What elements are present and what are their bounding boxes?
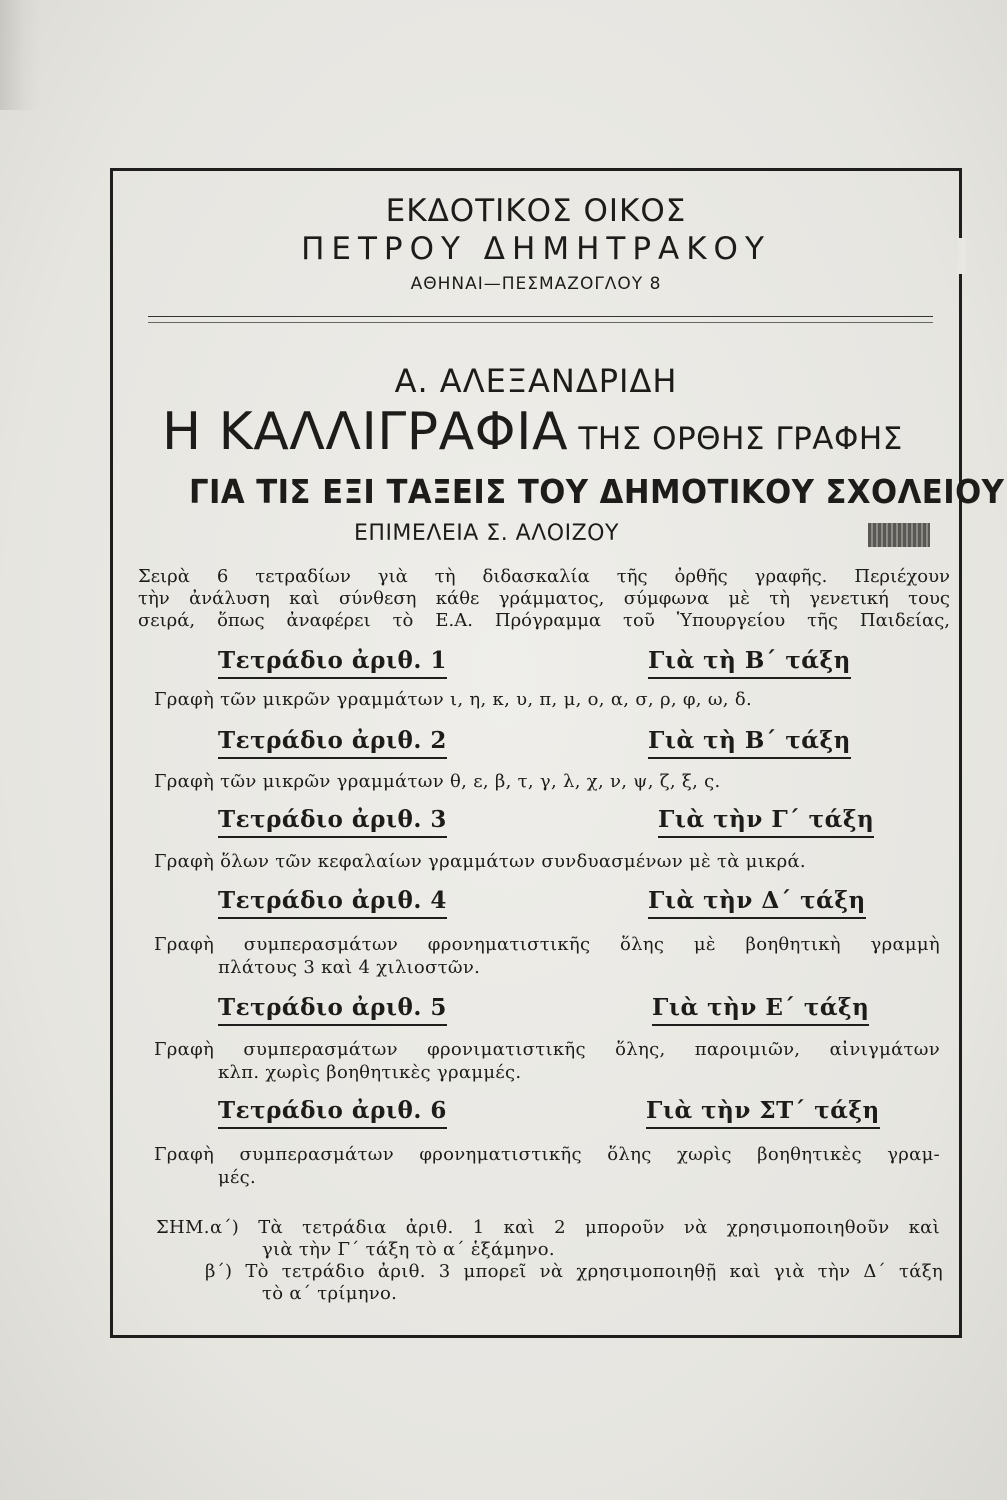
ink-blot [868, 523, 930, 547]
notebook-5-grade-underline [652, 1024, 869, 1026]
publisher-name: ΠΕΤΡΟΥ ΔΗΜΗΤΡΑΚΟΥ [301, 231, 771, 267]
notebook-1-grade [648, 647, 851, 674]
note-a-line-1: α΄) Τὰ τετράδια ἀριθ. 1 καὶ 2 μποροῦν νὰ χρησιμοποιηθοῦν καὶ [210, 1217, 940, 1238]
notebook-3-title-underline [218, 836, 447, 838]
notebook-6-title-text: Τετράδιο ἀριθ. 6 [218, 1097, 447, 1124]
notebook-6-grade-underline [646, 1127, 880, 1129]
publisher-house-label: ΕΚΔΟΤΙΚΟΣ ΟΙΚΟΣ [385, 193, 687, 229]
notebook-5-grade-text: Γιὰ τὴν Ε΄ τάξη [652, 994, 870, 1021]
notebook-6-description-line-1: Γραφὴ συμπερασμάτων φρονηματιστικῆς ὅλης χωρὶς βοηθητικὲς γραμ- [154, 1144, 940, 1165]
book-title-large: Η ΚΑΛΛΙΓΡΑΦΙΑ [162, 402, 569, 462]
notebook-3-grade [658, 806, 874, 833]
notebook-4-title-text: Τετράδιο ἀριθ. 4 [218, 887, 447, 914]
notebook-5-title [218, 994, 447, 1021]
notebook-3-title [218, 806, 447, 833]
book-author: Α. ΑΛΕΞΑΝΔΡΙΔΗ [394, 362, 678, 400]
note-b-line-1: β΄) Τὸ τετράδιο ἀριθ. 3 μπορεῖ νὰ χρησιμοποιηθῇ καὶ γιὰ τὴν Δ΄ τάξη [205, 1261, 943, 1282]
notebook-2-grade [648, 727, 851, 754]
notebook-1-grade-text: Γιὰ τὴ Β΄ τάξη [648, 647, 851, 674]
notebook-5-grade [652, 994, 869, 1021]
notebook-3-grade-underline [658, 836, 874, 838]
notebook-5-description-line-1: Γραφὴ συμπερασμάτων φρονιματιστικῆς ὅλης, παροιμιῶν, αἰνιγμάτων [154, 1039, 940, 1060]
notebook-1-title-text: Τετράδιο ἀριθ. 1 [218, 647, 447, 674]
notebook-4-grade-text: Γιὰ τὴν Δ΄ τάξη [648, 887, 866, 914]
notebook-5-description-line-2: κλπ. χωρὶς βοηθητικὲς γραμμές. [218, 1062, 522, 1083]
notebook-4-title-underline [218, 917, 447, 919]
book-title-small: ΤΗΣ ΟΡΘΗΣ ΓΡΑΦΗΣ [568, 421, 903, 457]
notebook-4-description-line-1: Γραφὴ συμπερασμάτων φρονηματιστικῆς ὅλης μὲ βοηθητικὴ γραμμὴ [154, 934, 940, 955]
notebook-6-grade [646, 1097, 880, 1124]
book-editor: ΕΠΙΜΕΛΕΙΑ Σ. ΑΛΟΙΖΟΥ [354, 521, 619, 546]
book-subtitle: ΓΙΑ ΤΙΣ ΕΞΙ ΤΑΞΕΙΣ ΤΟΥ ΔΗΜΟΤΙΚΟΥ ΣΧΟΛΕΙΟΥ [189, 472, 1005, 511]
notebook-6-description-line-2: μές. [218, 1167, 257, 1188]
notebook-4-description-line-2: πλάτους 3 καὶ 4 χιλιοστῶν. [218, 957, 481, 978]
notebook-2-title-underline [218, 757, 447, 759]
publisher-address: ΑΘΗΝΑΙ—ΠΕΣΜΑΖΟΓΛΟΥ 8 [410, 274, 662, 294]
notebook-6-title [218, 1097, 447, 1124]
notebook-2-title [218, 727, 447, 754]
notebook-3-title-text: Τετράδιο ἀριθ. 3 [218, 806, 447, 833]
notebook-6-title-underline [218, 1127, 447, 1129]
notebook-2-title-text: Τετράδιο ἀριθ. 2 [218, 727, 447, 754]
intro-line-1: Σειρὰ 6 τετραδίων γιὰ τὴ διδασκαλία τῆς ὀρθῆς γραφῆς. Περιέχουν [138, 566, 950, 587]
note-b-line-2: τὸ α΄ τρίμηνο. [262, 1283, 398, 1304]
notebook-1-title [218, 647, 447, 674]
book-title [162, 402, 903, 462]
intro-line-3: σειρά, ὅπως ἀναφέρει τὸ Ε.Α. Πρόγραμμα τοῦ Ὑπουργείου τῆς Παιδείας, [138, 610, 950, 631]
header-divider-bottom [148, 322, 933, 323]
notebook-5-title-text: Τετράδιο ἀριθ. 5 [218, 994, 447, 1021]
notes-label: ΣΗΜ. [156, 1217, 210, 1238]
notebook-4-grade [648, 887, 866, 914]
notebook-5-title-underline [218, 1024, 447, 1026]
intro-line-2: τὴν ἀνάλυση καὶ σύνθεση κάθε γράμματος, σύμφωνα μὲ τὴ γενετική τους [138, 588, 950, 609]
header-divider-top [148, 316, 933, 317]
notebook-4-title [218, 887, 447, 914]
notebook-3-description: Γραφὴ ὅλων τῶν κεφαλαίων γραμμάτων συνδυασμένων μὲ τὰ μικρά. [154, 851, 806, 872]
notebook-1-grade-underline [648, 677, 851, 679]
notebook-2-description: Γραφὴ τῶν μικρῶν γραμμάτων θ, ε, β, τ, γ, λ, χ, ν, ψ, ζ, ξ, ς. [154, 771, 721, 792]
notebook-6-grade-text: Γιὰ τὴν ΣΤ΄ τάξη [646, 1097, 880, 1124]
notebook-1-description: Γραφὴ τῶν μικρῶν γραμμάτων ι, η, κ, υ, π, μ, ο, α, σ, ρ, φ, ω, δ. [154, 689, 752, 710]
note-a-line-2: γιὰ τὴν Γ΄ τάξη τὸ α΄ ἑξάμηνο. [262, 1239, 555, 1260]
notebook-3-grade-text: Γιὰ τὴν Γ΄ τάξη [658, 806, 875, 833]
scan-edge-shadow [0, 0, 40, 110]
notebook-1-title-underline [218, 677, 447, 679]
notebook-2-grade-underline [648, 757, 851, 759]
notebook-4-grade-underline [648, 917, 866, 919]
notebook-2-grade-text: Γιὰ τὴ Β΄ τάξη [648, 727, 851, 754]
